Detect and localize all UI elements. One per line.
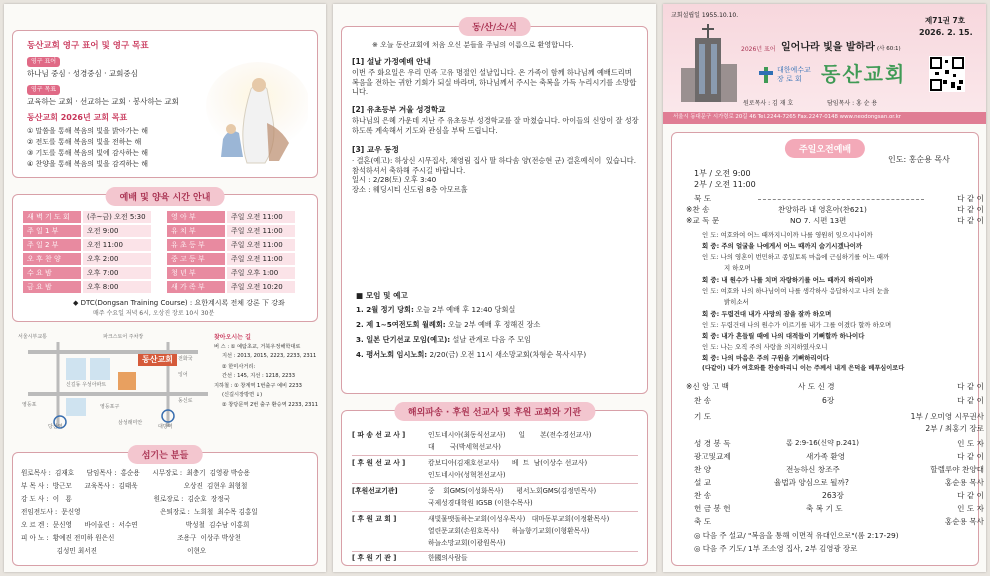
schedule-row: 주 일 1 부 오전 9:00 xyxy=(23,225,151,237)
schedule-box xyxy=(12,194,318,322)
direction-line: 지선 : 2013, 2015, 2223, 2233, 2311 xyxy=(222,353,317,359)
map-label: 삼성래미안 xyxy=(118,420,143,426)
missions-box xyxy=(341,410,648,566)
bulletin-panel-left xyxy=(4,4,326,572)
mission-key: [ 파 송 선 교 사 ] xyxy=(352,431,406,439)
news-body: 하나님의 은혜 가운데 지난 주 유초등부 성경학교를 잘 마쳤습니다. 아이들의 신앙이 잘 성장하도록 계속해서 기도와 관심을 부탁 드립니다. xyxy=(352,116,639,135)
schedule-row: 영 아 부 주일 오전 11:00 xyxy=(167,211,295,223)
order-item: ※신 앙 고 백 사 도 신 경 다 같 이 xyxy=(686,382,984,391)
reading-line: 밝히소서 xyxy=(724,298,749,306)
schedule-title: 예배 및 양육 시간 안내 xyxy=(106,187,225,206)
service-leader: 인도: 홍순용 목사 xyxy=(888,155,950,164)
bulletin-panel-middle xyxy=(333,4,656,572)
year-goals-title: 동산교회 2026년 교회 목표 xyxy=(27,113,128,122)
mission-value: 인도네시아(최동식선교사) 일 본(전수경선교사) xyxy=(428,431,592,439)
mission-value: 새빛물맷돌하는교회(이성우목사) 대마동부교회(이정환목사) xyxy=(428,515,610,523)
order-item: ※찬 송 찬양하라 내 영혼아(찬621) 다 같 이 xyxy=(686,205,984,214)
year-slogan-verse: (사 60:1) xyxy=(877,46,901,52)
denomination-line1: 대한예수교 xyxy=(777,66,811,74)
mission-value: 하늘소망교회(이광원목사) xyxy=(428,539,506,547)
church-name: 동산교회 xyxy=(821,62,907,86)
reading-line: 인 도: 여호와 나의 하나님이여 나를 생각하사 응답하시고 나의 눈을 xyxy=(702,287,890,295)
map-label: 동신로 xyxy=(178,398,193,404)
map-label: 파크스토어 주차장 xyxy=(103,334,144,340)
news-title: 동/산/소/식 xyxy=(458,17,531,36)
schedule-table-right xyxy=(165,209,297,295)
senior-pastor: 담임목사 : 홍 순 용 xyxy=(827,100,878,107)
mission-key: [후원선교기관] xyxy=(352,487,398,495)
schedule-row: 청 년 부 주일 오후 1:00 xyxy=(167,267,295,279)
order-item: 찬 송 263장 다 같 이 xyxy=(694,491,984,500)
qr-code-icon xyxy=(929,56,965,92)
meeting-item: 2. 제 1~5여전도회 월례회: 오늘 2부 예배 후 정해진 장소 xyxy=(356,320,541,329)
jesus-child-illustration xyxy=(203,61,308,171)
volume-number: 제71권 7호 xyxy=(925,16,966,25)
reading-line: 인 도: 나는 오직 주의 사랑을 의지하였사오니 xyxy=(702,343,828,351)
order-item: 묵 도 다 같 이 xyxy=(694,194,984,203)
mission-value: 캄보디아(김재호선교사) 베 트 남(이상수 선교사) xyxy=(428,459,588,467)
year-goal-item: ② 전도를 통해 복음의 빛을 전하는 해 xyxy=(27,138,142,146)
dtc-note: 매주 수요일 저녁 6시, 오상진 장로 10시 30분 xyxy=(93,310,215,317)
mission-value: 국제성경대학원 IGSB (이한수목사) xyxy=(428,499,533,507)
schedule-row: 새 벽 기 도 회 (주~금) 오전 5:30 xyxy=(23,211,151,223)
staff-row: 강 도 사 : 이 룡 원로장로 : 김순호 장정국 xyxy=(21,495,230,503)
schedule-row: 오 후 찬 양 오후 2:00 xyxy=(23,253,151,265)
schedule-row: 유 초 등 부 주일 오전 11:00 xyxy=(167,239,295,251)
goals-box xyxy=(12,30,318,178)
meetings-title: ■ 모임 및 예고 xyxy=(356,291,408,300)
mission-key: [ 후 원 교 회 ] xyxy=(352,515,397,523)
map-label: 서울시부교통 xyxy=(18,334,47,340)
reading-line: 인 도: 나의 영혼이 번민하고 종일토록 마음에 근심하기를 어느 때까 xyxy=(702,253,890,261)
reading-line: (다같이) 내가 여호와를 찬송하리니 이는 주께서 내게 은덕을 베푸심이로다 xyxy=(702,365,905,372)
meeting-item: 4. 평서노회 임시노회: 2/20(금) 오전 11시 새소망교회(차형순 목사시무) xyxy=(356,350,587,359)
mission-key: [ 후 원 선 교 사 ] xyxy=(352,459,406,467)
map-label: 영등포 xyxy=(22,402,37,408)
reading-line: 회 중: 두렵건대 내가 사망의 잠을 잘까 하오며 xyxy=(702,310,832,318)
schedule-row: 수 요 밤 오후 7:00 xyxy=(23,267,151,279)
order-item: 찬 송 6장 다 같 이 xyxy=(694,396,984,405)
reading-line: 회 중: 내 원수가 나를 치며 자랑하기를 어느 때까지 하리이까 xyxy=(702,276,873,284)
church-logo-icon xyxy=(759,67,773,83)
direction-line: 버 스 : ① 예탐초교, 거북우정해학대로 xyxy=(214,344,301,350)
staff-row: 부 목 사 : 방근모 교육목사 : 김태욱 오상진 김현우 최형철 xyxy=(21,482,248,490)
year-goal-item: ① 말씀을 통해 복음의 빛을 밝아가는 해 xyxy=(27,127,149,135)
news-intro: ※ 오늘 동산교회에 처음 오신 분들을 주님의 이름으로 환영합니다. xyxy=(372,41,574,49)
direction-line: ② 한미사거리: xyxy=(222,364,256,370)
service-order-box: 주일오전예배 인도: 홍순용 목사 1부 / 오전 9:00 2부 / 오전 11:00 묵 도 다 같 이 ※찬 송 찬양하라 내 영혼아(찬621) 다 같 이 ※교 독 문 NO 7. 시편 13편 다 같 이 인 도: 여호와여 어느 때까지니이까 나를 영원히 잊으시나이까 회 중: 주의 얼굴을 나에게서 어느 때까지 숨기시겠나이까 인 도: 나의 영혼이 번민하고 종일토록 마음에 근심하기를 어느 때까 지 하오며 회 중: 내 원수가 나를 치며 자랑하기를 어느 때까지 하리이까 인 도: 여호와 나의 하나님이여 나를 생각하사 응답하시고 나의 눈을 밝히소서 회 중: 두렵건대 내가 사망의 잠을 잘까 하오며 인 도: 두렵건대 나의 원수가 이르기를 내가 그를 이겼다 할까 하오며 회 중: 내가 흔들릴 때에 나의 대적들이 기뻐할까 하나이다 인 도: 나는 오직 주의 사랑을 의지하였사오니 회 중: 나의 마음은 주의 구원을 기뻐하리이다 (다같이) 내가 여호와를 찬송하리니 이는 주께서 내게 은덕을 베푸심이로다 ※신 앙 고 백 사 도 신 경 다 같 이 찬 송 6장 다 같 이 기 도 1부 / 오미영 시무권사 2부 / 최홍기 장로 성 경 봉 독 롬 2:9-16(신약 p.241) 인 도 자 광고및교제 새가족 환영 다 같 이 찬 양 전능하신 창조주 할렐루야 찬양대 설 교 율법과 양심으로 될까? 홍순용 목사 찬 송 263장 다 같 이 헌 금 봉 헌 축 복 기 도 인 도 자 축 도 홍순용 목사 ◎ 다음 주 설교/ "복음을 통해 이면적 유대인으로"(롬 2:17-29) ◎ 다음 주 기도/ 1부 조소영 집사, 2부 김영광 장로 xyxy=(671,132,979,566)
map-label: 영등포구 xyxy=(100,404,120,410)
founded-date: 교회설립일 1955.10.10. xyxy=(671,12,739,19)
direction-line: (신길시장방면 ↓) xyxy=(222,392,263,398)
staff-row: 피 아 노 : 황예진 전미하 원은신 조용구 이상주 박상천 xyxy=(21,534,241,542)
goal-text: 교육하는 교회 · 선교하는 교회 · 봉사하는 교회 xyxy=(27,97,179,106)
meeting-item: 3. 일본 단기선교 모임(예고): 설날 관계로 다음 주 모임 xyxy=(356,335,531,344)
direction-line: ② 창당문역 2번 출구 환승역 2233, 2311 xyxy=(222,402,319,408)
news-body: · 결혼(예고): 하상신 시무집사, 채영림 집사 딸 하다솜 양(전승현 군) 결혼예식이 있습니다. 참석하셔서 축하해 주시길 바랍니다. 일시 : 2/28(토) 오후 3:40 장소 : 웨딩시티 신도림 8층 아모르홀 xyxy=(352,156,636,195)
year-goal-item: ③ 기도를 통해 복음의 빛에 감사하는 해 xyxy=(27,149,149,157)
goal-tag: 영구 목표 xyxy=(27,85,60,95)
mission-value: 열린문교회(손원호목사) 하늘향기교회(이형환목사) xyxy=(428,527,590,535)
news-head: [1] 설날 가정예배 안내 xyxy=(352,57,431,66)
direction-line: 간선 : 145, 지선 : 1218, 2233 xyxy=(222,373,296,379)
staff-row: 오 르 겐 : 문신영 바이올린 : 서수연 박성철 김수남 이홍희 xyxy=(21,521,250,529)
staff-row: 원로목사 : 김재호 담임목사 : 홍순용 시무장로 : 최충기 김영광 박승용 xyxy=(21,469,250,477)
bulletin-panel-cover xyxy=(663,4,986,572)
staff-row: 전임전도사 : 문신영 은퇴장로 : 노희철 최수목 김홍일 xyxy=(21,508,258,516)
map-area xyxy=(18,332,319,432)
order-item: ※교 독 문 NO 7. 시편 13편 다 같 이 xyxy=(686,216,984,225)
meeting-item: 1. 2월 정기 당회: 오늘 2부 예배 후 12:40 당회실 xyxy=(356,305,516,314)
schedule-row: 중 고 등 부 주일 오전 11:00 xyxy=(167,253,295,265)
schedule-row: 새 가 족 부 주일 오전 10:20 xyxy=(167,281,295,293)
reading-line: 회 중: 주의 얼굴을 나에게서 어느 때까지 숨기시겠나이까 xyxy=(702,242,863,250)
founder-pastor: 원로목사 : 김 재 호 xyxy=(743,100,794,107)
slogan-tag: 영구 표어 xyxy=(27,57,60,67)
next-week-prayer: ◎ 다음 주 기도/ 1부 조소영 집사, 2부 김영광 장로 xyxy=(694,544,858,553)
map-label: 신길동 우성아파트 xyxy=(66,382,107,388)
mission-value: 인도네시아(성혁천선교사) xyxy=(428,471,506,479)
next-week-sermon: ◎ 다음 주 설교/ "복음을 통해 이면적 유대인으로"(롬 2:17-29) xyxy=(694,531,899,540)
reading-line: 회 중: 내가 흔들릴 때에 나의 대적들이 기뻐할까 하나이다 xyxy=(702,332,865,340)
service-time: 2부 / 오전 11:00 xyxy=(694,180,756,189)
staff-row: 김성민 최서진 이현오 xyxy=(21,547,207,555)
year-slogan-tag: 2026년 표어 xyxy=(741,46,776,53)
mission-value: 중 회GMS(이성화목사) 평서노회GMS(김정민목사) xyxy=(428,487,597,495)
denomination-line2: 장 로 회 xyxy=(777,75,802,83)
direction-line: 지하철 : ① 창계역 1번출구 예비 2233 xyxy=(214,383,302,389)
church-map xyxy=(18,332,218,432)
directions-title: 찾아오시는 길 xyxy=(214,334,251,341)
church-building-icon xyxy=(681,24,737,104)
reading-line: 회 중: 나의 마음은 주의 구원을 기뻐하리이다 xyxy=(702,354,830,362)
goals-title: 동산교회 영구 표어 및 영구 목표 xyxy=(27,41,149,51)
reading-line: 인 도: 여호와여 어느 때까지니이까 나를 영원히 잊으시나이까 xyxy=(702,231,873,239)
church-address: 서울시 동대문구 시가령로 20길 46 Tel.2244-7265 Fax.2247-0148 www.neodongsan.or.kr xyxy=(673,114,902,120)
service-time: 1부 / 오전 9:00 xyxy=(694,169,751,178)
map-church-label: 동산교회 xyxy=(138,354,177,366)
news-head: [2] 유초등부 겨울 성경학교 xyxy=(352,105,446,114)
dtc-info: ◆ DTC(Dongsan Training Course) : 요한계시록 전체 강론 下 강좌 xyxy=(73,299,285,307)
staff-box xyxy=(12,452,318,566)
year-slogan: 일어나라 빛을 발하라 xyxy=(781,42,875,53)
staff-title: 섬기는 분들 xyxy=(128,445,203,464)
reading-line: 인 도: 두렵건대 나의 원수가 이르기를 내가 그를 이겼다 할까 하오며 xyxy=(702,321,892,329)
news-head: [3] 교우 동정 xyxy=(352,145,399,154)
order-item: 헌 금 봉 헌 축 복 기 도 인 도 자 xyxy=(694,504,984,513)
slogan-text: 하나님 중심 · 성경중심 · 교회중심 xyxy=(27,69,138,78)
map-label: 대방역 xyxy=(158,424,173,430)
mission-value: 한國의사람들 xyxy=(428,554,468,562)
schedule-row: 주 일 2 부 오전 11:00 xyxy=(23,239,151,251)
news-body: 이번 주 화요일은 우리 민족 고유 명절인 설날입니다. 온 가족이 함께 하나님께 예배드리며 복음을 전하는 귀한 기회가 되실 바라며, 하나님께서 주시는 축복을 가득 누리시기를 소망합니다. xyxy=(352,68,637,97)
reading-line: 지 하오며 xyxy=(724,264,751,272)
map-label: 전화국 xyxy=(178,356,193,362)
order-item: 광고및교제 새가족 환영 다 같 이 xyxy=(694,452,984,461)
map-label: 잉어 xyxy=(178,372,188,378)
order-item: 설 교 율법과 양심으로 될까? 홍순용 목사 xyxy=(694,478,984,487)
schedule-row: 유 치 부 주일 오전 11:00 xyxy=(167,225,295,237)
order-item: 기 도 1부 / 오미영 시무권사 xyxy=(694,412,984,421)
service-title: 주일오전예배 xyxy=(785,139,865,158)
missions-title: 해외파송 · 후원 선교사 및 후원 교회와 기관 xyxy=(394,402,595,421)
news-box xyxy=(341,23,648,394)
map-label: 당산역 xyxy=(48,424,63,430)
order-item: 축 도 홍순용 목사 xyxy=(694,517,984,526)
schedule-table-left xyxy=(21,209,153,295)
order-item: 성 경 봉 독 롬 2:9-16(신약 p.241) 인 도 자 xyxy=(694,439,984,448)
bulletin-date: 2026. 2. 15. xyxy=(919,28,973,37)
schedule-row: 금 요 밤 오후 8:00 xyxy=(23,281,151,293)
order-item: 찬 양 전능하신 창조주 할렐루야 찬양대 xyxy=(694,465,984,474)
year-goal-item: ④ 찬양을 통해 복음의 빛을 감격하는 해 xyxy=(27,160,149,168)
mission-value: 대 국(박세혁선교사) xyxy=(428,443,501,451)
mission-key: [ 후 원 기 관 ] xyxy=(352,554,397,562)
